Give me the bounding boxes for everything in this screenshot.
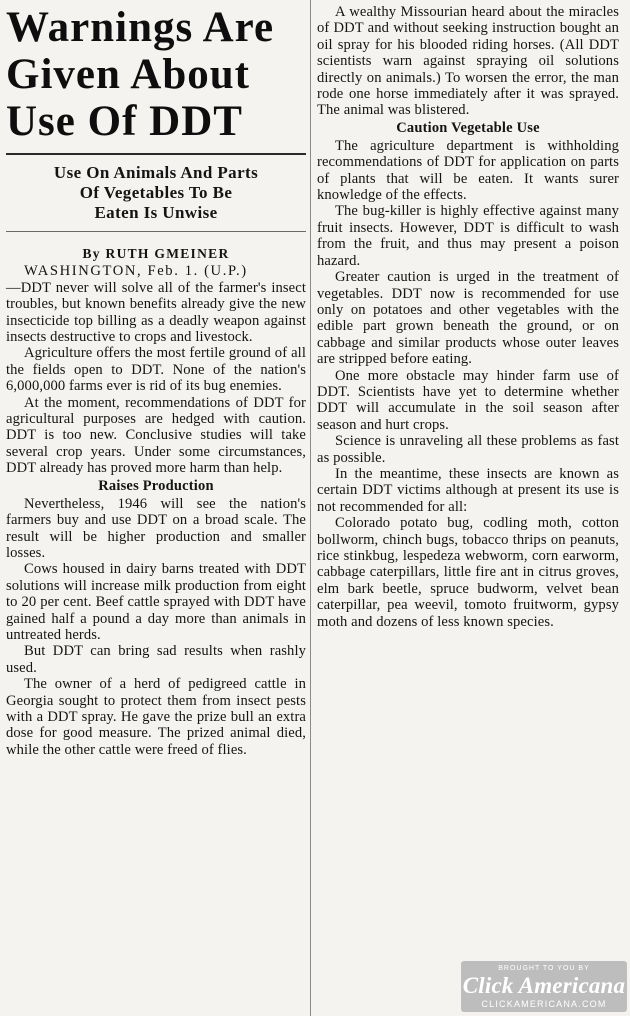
body-paragraph: Nevertheless, 1946 will see the nation's farmers buy and use DDT on a broad scale. The result will be higher production and smaller losses. (6, 495, 306, 561)
deck-line: Of Vegetables To Be (79, 183, 233, 202)
body-paragraph: One more obstacle may hinder farm use of DDT. Scientists have yet to determine whether DDT will accumulate in the soil season after season and hurt crops. (317, 367, 619, 433)
subhead-caution-vegetable-use: Caution Vegetable Use (396, 119, 540, 136)
body-paragraph: Science is unraveling all these problems as fast as possible. (317, 433, 619, 466)
lead-paragraph (6, 263, 306, 345)
byline: By RUTH GMEINER (82, 246, 230, 261)
subhead-raises-production: Raises Production (98, 477, 214, 494)
watermark-brand: Click Americana (462, 973, 626, 998)
deck-line: Eaten Is Unwise (94, 203, 218, 222)
body-paragraph: Cows housed in dairy barns treated with DDT solutions will increase milk production from eight to 20 per cent. Beef cattle sprayed with DDT have gained half a pound a day more than animals in untreated herds. (6, 561, 306, 643)
body-paragraph: The owner of a herd of pedigreed cattle in Georgia sought to protect them from insect pests with a DDT spray. He gave the prize bull an extra dose for good measure. The prized animal died, while the other cattle were freed of flies. (6, 676, 306, 758)
deck (6, 163, 306, 223)
watermark-url: CLICKAMERICANA.COM (481, 999, 607, 1009)
headline-line: Given About (6, 51, 250, 98)
body-paragraph: But DDT can bring sad results when rashly used. (6, 643, 306, 676)
body-paragraph: At the moment, recommendations of DDT for agricultural purposes are hedged with caution. DDT is too new. Conclusive studies will take several crop years. Under some circumstances, DDT already has proved more harm than help. (6, 394, 306, 477)
left-column (6, 4, 306, 758)
body-paragraph: The agriculture department is withholding recommendations of DDT for application on parts of plants that will be eaten. It wants surer knowledge of the effects. (317, 137, 619, 204)
body-paragraph: In the meantime, these insects are known as certain DDT victims although at present its use is not recommended for all: (317, 465, 619, 515)
clickamericana-watermark (461, 961, 627, 1012)
watermark-tagline: BROUGHT TO YOU BY (498, 965, 590, 972)
body-paragraph: Greater caution is urged in the treatment of vegetables. DDT now is recommended for use only on potatoes and other vegetables with the edible part grown beneath the ground, or on cabbage and similar products whose outer leaves are stripped before eating. (317, 269, 619, 368)
body-paragraph: Agriculture offers the most fertile ground of all the fields open to DDT. None of the nation's 6,000,000 farms ever is rid of its bug enemies. (6, 345, 306, 395)
insect-list-paragraph: Colorado potato bug, codling moth, cotton bollworm, chinch bugs, tobacco thrips on peanuts, rice stinkbug, lespedeza webworm, corn earworm, cabbage caterpillars, little fire ant in citrus groves, elm bark beetle, spruce budworm, velvet bean caterpillar, pea weevil, tomoto fruitworm, gypsy moth and dozens of less known species. (317, 515, 619, 630)
headline (6, 4, 306, 145)
right-column (317, 4, 619, 630)
deck-rule (6, 231, 306, 232)
headline-rule (6, 153, 306, 155)
deck-line: Use On Animals And Parts (53, 163, 259, 182)
lead-text: —DDT never will solve all of the farmer's insect troubles, but known benefits already give the new insecticide top billing as a deadly weapon against insects destructive to crops and livestock. (6, 279, 306, 346)
column-divider (310, 0, 311, 1016)
body-paragraph: A wealthy Missourian heard about the miracles of DDT and without seeking instruction bought an oil spray for his blooded riding horses. (All DDT scientists warn against spraying oil solutions directly on animals.) To worsen the error, the man rode one horse immediately after it was sprayed. The animal was blistered. (317, 4, 619, 119)
body-paragraph: The bug-killer is highly effective against many fruit insects. However, DDT is difficult to wash from the fruit, and thus may present a poison hazard. (317, 203, 619, 269)
dateline: WASHINGTON, Feb. 1. (U.P.) (24, 263, 248, 280)
headline-line: Warnings Are (6, 4, 275, 51)
headline-line: Use Of DDT (6, 98, 243, 145)
